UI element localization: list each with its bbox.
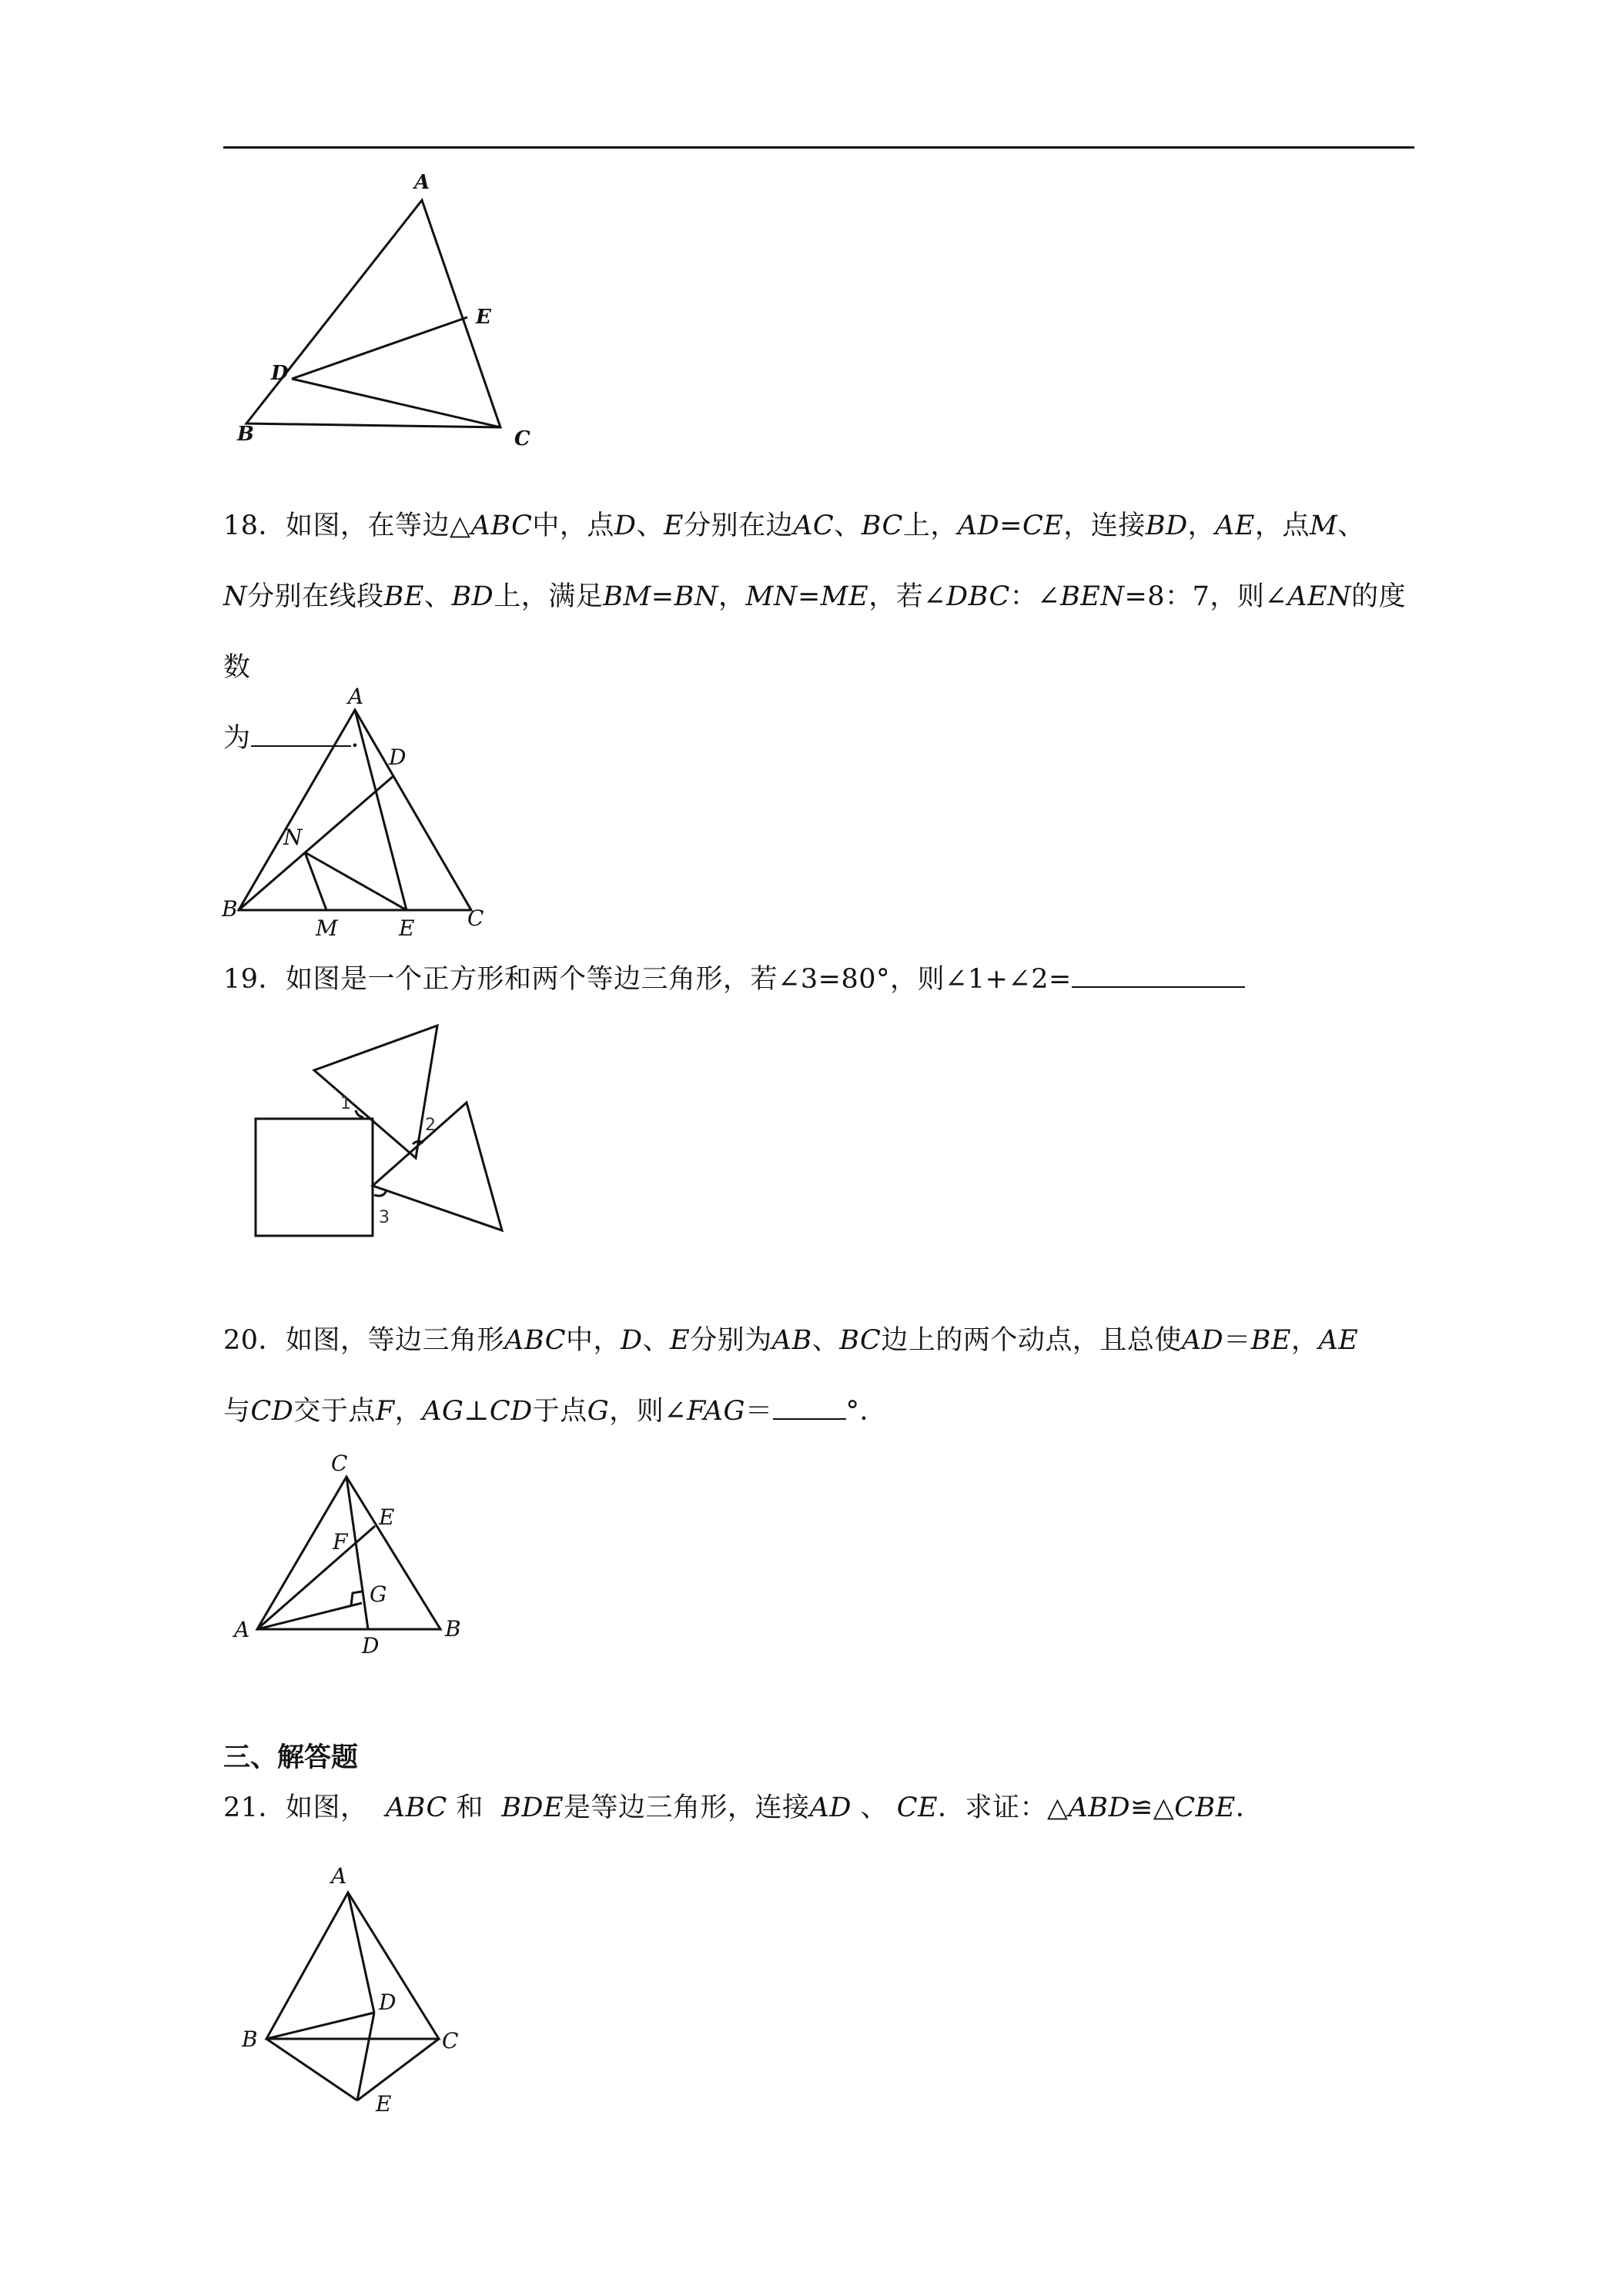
label-e: E: [379, 1504, 395, 1530]
figure-21: [231, 1856, 485, 2117]
label-b: B: [445, 1616, 461, 1642]
question-20-number: 20．: [223, 1325, 286, 1356]
label-a: A: [414, 171, 430, 194]
question-18-number: 18．: [223, 510, 286, 541]
figure-17-svg: [223, 166, 547, 458]
figure-20: [223, 1448, 485, 1663]
label-b: B: [237, 423, 254, 446]
label-c: C: [442, 2028, 459, 2053]
label-e: E: [476, 306, 491, 329]
figure-18: [216, 685, 508, 939]
figure-20-svg: [223, 1448, 485, 1663]
label-a: A: [348, 684, 364, 709]
header-rule: [223, 146, 1414, 149]
label-d: D: [379, 1990, 397, 2015]
segment-bd: [266, 2013, 374, 2039]
question-21-number: 21．: [223, 1792, 286, 1823]
figure-17: [223, 166, 547, 458]
label-e: E: [376, 2091, 392, 2117]
segment-de: [292, 317, 467, 379]
triangle-lower: [373, 1103, 502, 1230]
figure-19-svg: [246, 1016, 524, 1247]
label-d: D: [362, 1633, 380, 1658]
label-g: G: [370, 1581, 387, 1607]
question-19: 19．如图是一个正方形和两个等边三角形，若∠3=80°，则∠1+∠2=: [223, 944, 1414, 1015]
label-d: D: [389, 745, 407, 770]
segment-ne: [305, 852, 407, 910]
segment-dc: [292, 379, 500, 427]
answer-blank-19[interactable]: [1072, 960, 1245, 988]
label-a: A: [234, 1617, 250, 1642]
triangle-abc: [246, 200, 500, 427]
square: [256, 1119, 373, 1236]
figure-19: [246, 1016, 524, 1247]
segment-ae: [355, 710, 407, 910]
figure-21-svg: [231, 1856, 485, 2117]
question-21: 21．如图， ABC 和 BDE是等边三角形，连接AD 、 CE．求证：△ABD≌△CBE．: [223, 1792, 1263, 1823]
label-m: M: [316, 915, 338, 941]
triangle-upper: [314, 1026, 437, 1158]
label-angle-3: 3: [379, 1208, 390, 1227]
segment-de: [357, 2013, 374, 2100]
label-e: E: [399, 915, 415, 941]
label-c: C: [467, 905, 484, 931]
answer-blank-20[interactable]: [773, 1392, 846, 1420]
label-b: B: [242, 2027, 258, 2052]
label-b: B: [222, 896, 238, 922]
segment-nm: [305, 852, 326, 910]
label-a: A: [331, 1863, 347, 1889]
segment-ce: [357, 2039, 439, 2100]
label-n: N: [283, 825, 303, 850]
label-angle-2: 2: [425, 1116, 436, 1135]
figure-18-svg: [216, 685, 508, 939]
segment-be: [266, 2039, 357, 2100]
label-c: C: [514, 427, 530, 450]
question-19-number: 19．: [223, 964, 286, 995]
segment-ad: [348, 1893, 374, 2013]
label-d: D: [271, 362, 289, 385]
section-title: 三、解答题: [223, 1742, 359, 1773]
question-20: 20．如图，等边三角形ABC中，D、E分别为AB、BC边上的两个动点，且总使AD＝BE，AE 与CD交于点F，AG⊥CD于点G，则∠FAG＝ °．: [223, 1325, 1359, 1427]
angle-3-arc: [374, 1190, 387, 1196]
label-angle-1: 1: [340, 1094, 351, 1113]
question-18: 18．如图，在等边△ABC中，点D、E分别在边AC、BC上，AD=CE，连接BD，AE，点M、 N分别在线段BE、BD上，满足BM=BN，MN=ME，若∠DBC：∠BEN=8：7，则∠AEN的度数 为 ．: [223, 510, 1407, 754]
label-c: C: [331, 1451, 348, 1476]
label-f: F: [333, 1529, 348, 1555]
